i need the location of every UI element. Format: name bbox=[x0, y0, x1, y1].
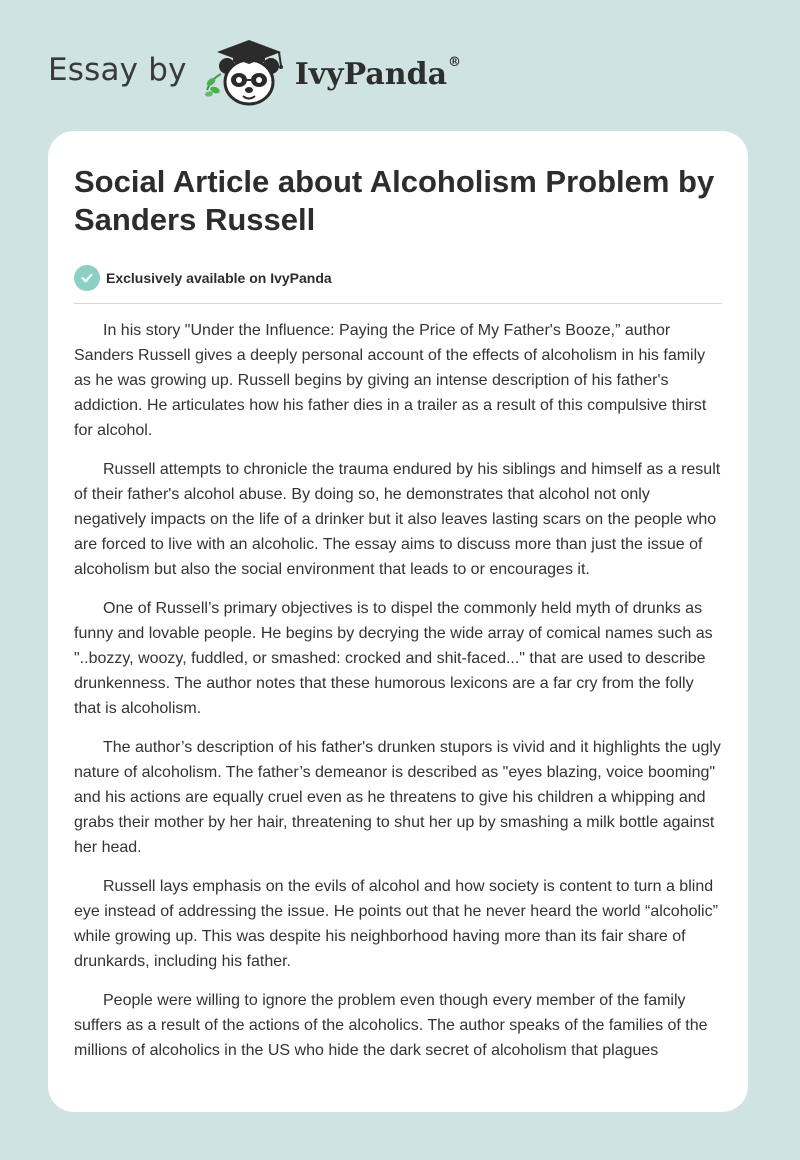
essay-paragraph: One of Russell’s primary objectives is to dispel the commonly held myth of drunks as funny and lovable people. He begins by decrying the wide array of comical names such as "..bozzy, woozy, fuddled, or smashed: crocked and shit-faced..." that are used to describe drunkenness. The author notes that these humorous lexicons are a far cry from the folly that is alcoholism. bbox=[74, 600, 713, 717]
title-divider bbox=[74, 303, 722, 304]
exclusive-badge bbox=[74, 265, 332, 291]
essay-paragraph: The author’s description of his father's drunken stupors is vivid and it highlights the ugly nature of alcoholism. The father’s demeanor is described as "eyes blazing, voice booming" and his actions are equally cruel even as he threatens to give his children a whipping and grabs their mother by her hair, threatening to shut her up by smashing a milk bottle against her head. bbox=[74, 739, 721, 856]
exclusive-label: Exclusively available on IvyPanda bbox=[106, 270, 332, 286]
brand-name: IvyPanda® bbox=[294, 54, 462, 92]
essay-card bbox=[48, 131, 748, 1112]
site-brand[interactable] bbox=[48, 30, 461, 112]
brand-prefix: Essay by bbox=[48, 52, 187, 88]
essay-paragraph: Russell attempts to chronicle the trauma endured by his siblings and himself as a result of their father's alcohol abuse. By doing so, he demonstrates that alcohol not only negatively impacts on the life of a drinker but it also leaves lasting scars on the people who are forced to live with an alcoholic. The essay aims to discuss more than just the issue of alcoholism but also the social environment that leads to or encourages it. bbox=[74, 461, 721, 578]
essay-paragraph: People were willing to ignore the problem even though every member of the family suffers as a result of the actions of the alcoholics. The author speaks of the families of the millions of alcoholics in the US who hide the dark secret of alcoholism that plagues bbox=[74, 992, 708, 1059]
registered-mark: ® bbox=[448, 54, 462, 70]
essay-paragraph: Russell lays emphasis on the evils of alcohol and how society is content to turn a blind eye instead of addressing the issue. He points out that he never heard the world “alcoholic” while growing up. This was despite his neighborhood having more than its fair share of drunkards, including his father. bbox=[74, 878, 718, 970]
check-circle-icon bbox=[74, 265, 100, 291]
page-title: Social Article about Alcoholism Problem by Sanders Russell bbox=[74, 164, 715, 237]
essay-paragraph: In his story "Under the Influence: Paying the Price of My Father's Booze,” author Sanders Russell gives a deeply personal account of the effects of alcoholism in his family as he was growing up. Russell begins by giving an intense description of his father's addiction. He articulates how his father dies in a trailer as a result of this compulsive thirst for alcohol. bbox=[74, 322, 707, 439]
panda-graduate-logo-icon bbox=[201, 30, 293, 112]
essay-body bbox=[74, 318, 722, 1077]
